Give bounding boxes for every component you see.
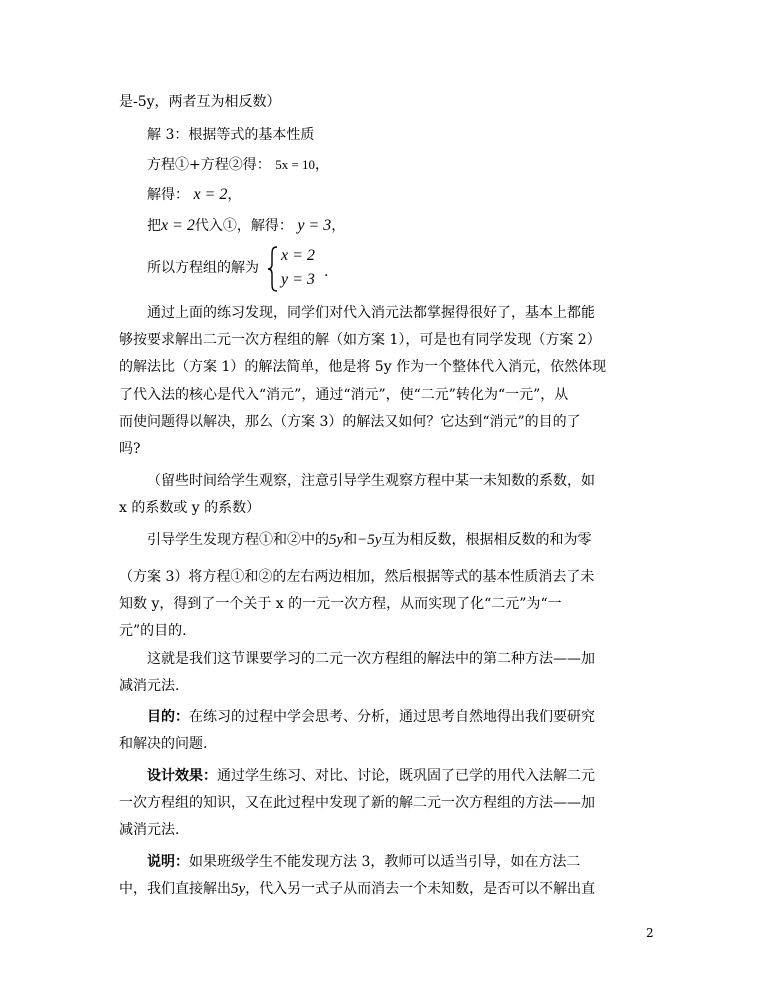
text-line bbox=[119, 793, 595, 813]
text-span: 减消元法. bbox=[119, 678, 180, 694]
equation: x = 2 bbox=[193, 186, 228, 203]
text-line bbox=[119, 92, 281, 112]
text-line bbox=[147, 155, 329, 175]
text-span: 减消元法. bbox=[119, 822, 180, 838]
text-line bbox=[119, 567, 594, 587]
text-span: 一次方程组的知识，又在此过程中发现了新的解二元一次方程组的方法——加 bbox=[119, 795, 595, 811]
text-line bbox=[147, 303, 595, 323]
text-line bbox=[119, 385, 568, 405]
system-equation-x: x = 2 bbox=[281, 247, 315, 264]
text-span: 知数 y，得到了一个关于 x 的一元一次方程，从而实现了化“二元”为“一 bbox=[119, 596, 562, 612]
text-line bbox=[147, 185, 241, 205]
text-line bbox=[147, 258, 259, 278]
text-line bbox=[147, 216, 345, 236]
text-span: 互为相反数，根据相反数的和为零 bbox=[381, 532, 592, 548]
text-span: x 的系数或 y 的系数） bbox=[119, 500, 261, 516]
text-span: ，代入另一式子从而消去一个未知数，是否可以不解出直 bbox=[245, 881, 596, 897]
equation: 5x = 10 bbox=[275, 157, 316, 172]
text-span: 吗? bbox=[119, 441, 141, 457]
period: . bbox=[324, 264, 329, 280]
text-span: 在练习的过程中学会思考、分析，通过思考自然地得出我们要研究 bbox=[189, 709, 595, 725]
text-span: 方程①+方程②得： bbox=[147, 157, 271, 173]
text-line bbox=[119, 412, 581, 432]
text-span: ， bbox=[331, 218, 346, 234]
text-line bbox=[119, 439, 141, 459]
text-line bbox=[147, 852, 580, 872]
text-line bbox=[119, 594, 562, 614]
text-span: 把 bbox=[147, 218, 161, 234]
text-line bbox=[119, 820, 179, 840]
section-label: 设计效果： bbox=[147, 768, 217, 784]
text-line bbox=[147, 707, 595, 727]
text-span: 通过学生练习、对比、讨论，既巩固了已学的用代入法解二元 bbox=[217, 768, 595, 784]
text-line bbox=[147, 530, 591, 550]
equation: 5y bbox=[231, 881, 246, 897]
equation: x = 2 bbox=[161, 217, 195, 234]
equation: y = 3 bbox=[297, 217, 332, 234]
text-line bbox=[119, 330, 601, 350]
equation: −5y bbox=[357, 532, 382, 548]
text-span: （留些时间给学生观察，注意引导学生观察方程中某一未知数的系数，如 bbox=[147, 473, 595, 489]
text-span: 和解决的问题. bbox=[119, 736, 208, 752]
text-span: 引导学生发现方程①和②中的 bbox=[147, 532, 329, 548]
text-line bbox=[119, 357, 606, 377]
text-span: 解得： bbox=[147, 187, 189, 203]
text-span: 元”的目的. bbox=[119, 623, 187, 639]
system-equation-y: y = 3 bbox=[281, 271, 315, 288]
text-span: 代入①，解得： bbox=[194, 218, 293, 234]
text-span: 够按要求解出二元一次方程组的解（如方案 1），可是也有同学发现（方案 2） bbox=[119, 332, 601, 348]
text-span: 这就是我们这节课要学习的二元一次方程组的解法中的第二种方法——加 bbox=[147, 651, 595, 667]
page-number: 2 bbox=[646, 926, 654, 940]
text-span: 解 3：根据等式的基本性质 bbox=[147, 127, 315, 143]
text-line bbox=[147, 471, 595, 491]
text-span: ， bbox=[315, 157, 330, 173]
text-line bbox=[147, 125, 314, 145]
text-span: 所以方程组的解为 bbox=[147, 260, 259, 276]
text-line bbox=[119, 676, 179, 696]
text-span: （方案 3）将方程①和②的左右两边相加，然后根据等式的基本性质消去了未 bbox=[119, 569, 595, 585]
text-line bbox=[147, 766, 595, 786]
text-line bbox=[119, 498, 260, 518]
text-line bbox=[119, 734, 207, 754]
text-span: ， bbox=[227, 187, 242, 203]
text-line bbox=[119, 879, 595, 899]
text-line bbox=[147, 649, 595, 669]
text-span: 了代入法的核心是代入“消元”，通过“消元”，使“二元”转化为“一元”，从 bbox=[119, 387, 569, 403]
text-span: 中，我们直接解出 bbox=[119, 881, 231, 897]
section-label: 说明： bbox=[147, 854, 189, 870]
text-span: 如果班级学生不能发现方法 3，教师可以适当引导，如在方法二 bbox=[189, 854, 581, 870]
section-label: 目的： bbox=[147, 709, 189, 725]
text-span: 和 bbox=[343, 532, 358, 548]
text-line bbox=[119, 621, 187, 641]
equation: 5y bbox=[329, 532, 344, 548]
text-span: 的解法比（方案 1）的解法简单，他是将 5y 作为一个整体代入消元，依然体现 bbox=[119, 359, 607, 375]
text-span: 是-5y，两者互为相反数） bbox=[119, 94, 281, 110]
equation-system bbox=[267, 244, 347, 294]
brace-icon bbox=[267, 246, 279, 292]
text-span: 通过上面的练习发现，同学们对代入消元法都掌握得很好了，基本上都能 bbox=[147, 305, 595, 321]
text-span: 而使问题得以解决，那么（方案 3）的解法又如何？它达到“消元”的目的了 bbox=[119, 414, 581, 430]
